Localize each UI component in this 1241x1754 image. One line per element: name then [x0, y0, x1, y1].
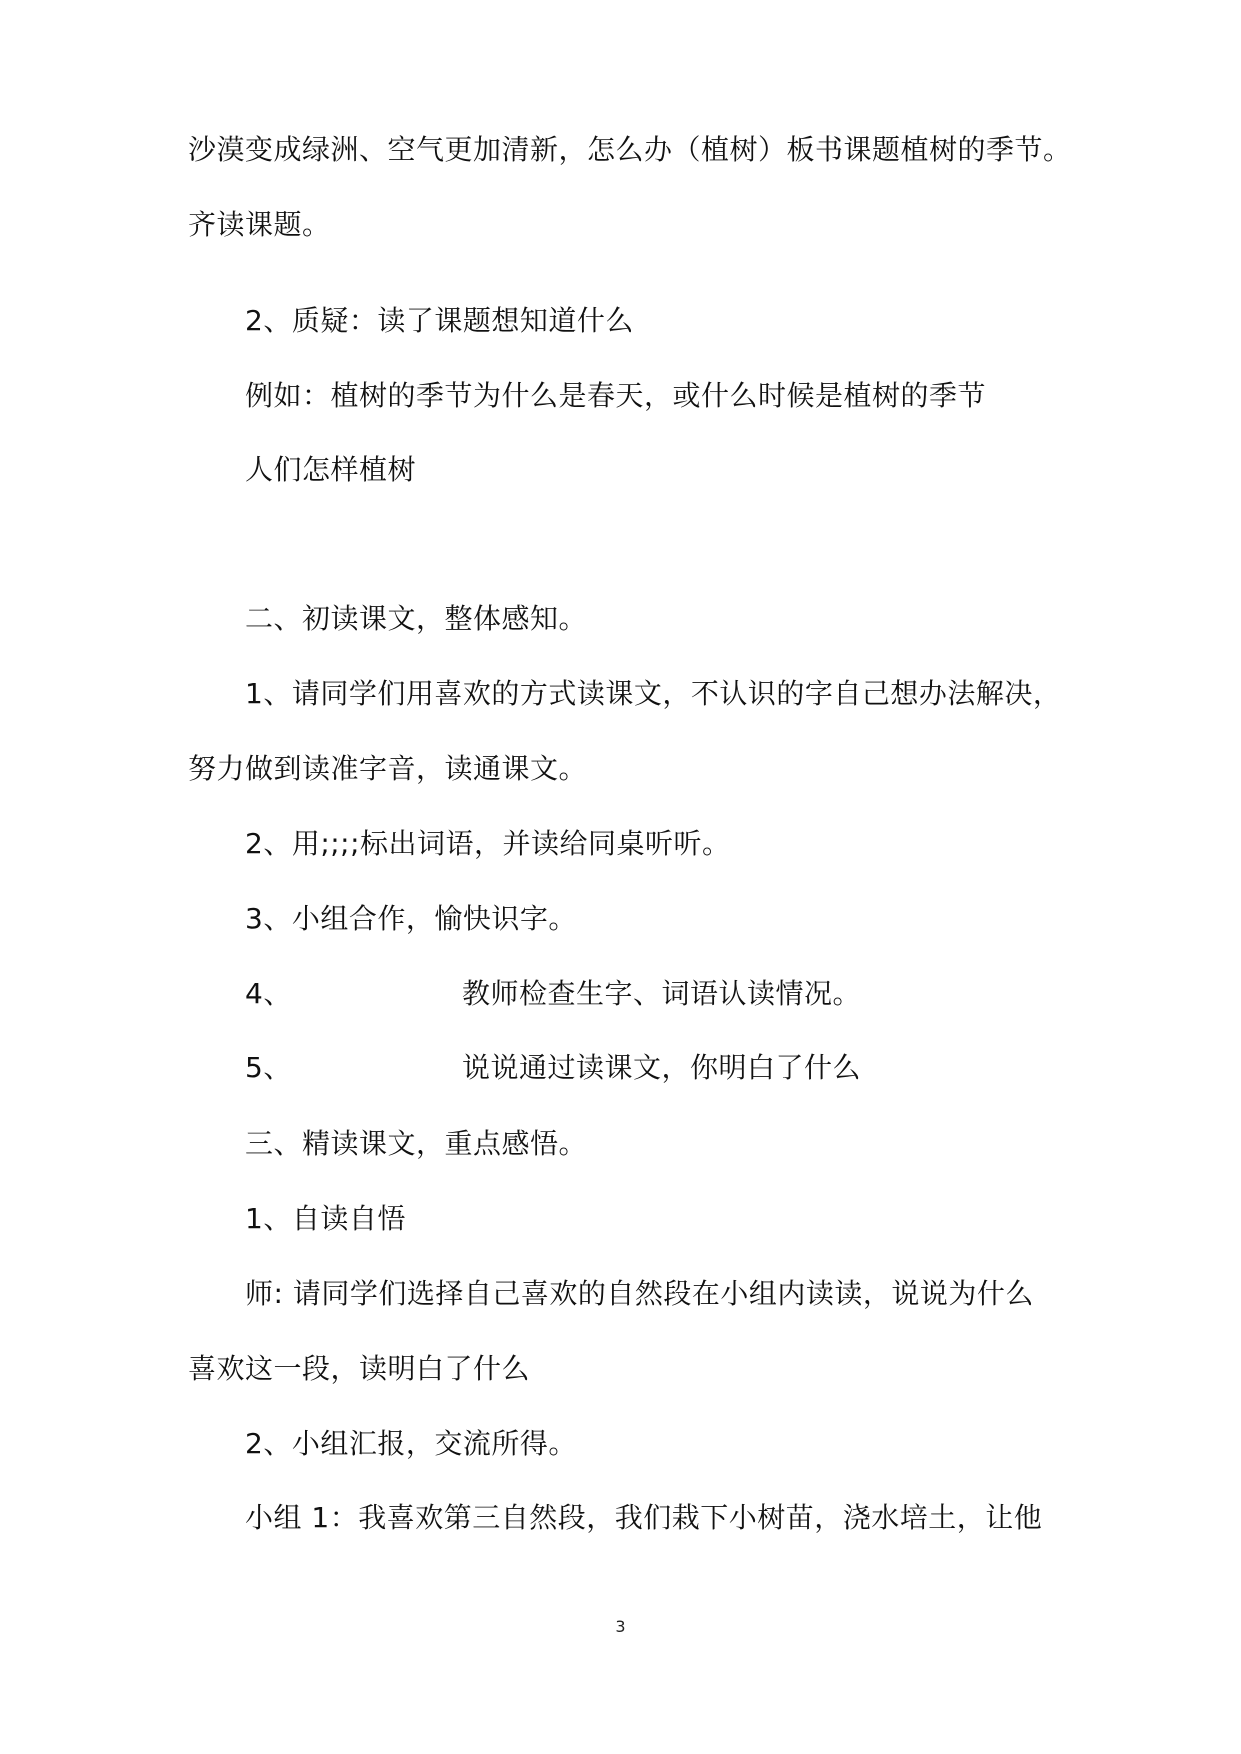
- text-line: 沙漠变成绿洲、空气更加清新，怎么办（植树）板书课题植树的季节。: [188, 133, 1072, 166]
- text-line: 1、请同学们用喜欢的方式读课文，不认识的字自己想办法解决，: [245, 677, 1062, 710]
- list-number: 4、: [245, 977, 292, 1010]
- list-number: 5、: [245, 1051, 292, 1084]
- text-line: 例如：植树的季节为什么是春天，或什么时候是植树的季节: [245, 379, 987, 412]
- text-line: 人们怎样植树: [245, 453, 417, 486]
- text-line: 努力做到读准字音，读通课文。: [188, 752, 588, 785]
- text-line: 3、小组合作，愉快识字。: [245, 902, 577, 935]
- text-line: 师: 请同学们选择自己喜欢的自然段在小组内读读，说说为什么: [245, 1277, 1034, 1310]
- section-heading: 三、精读课文，重点感悟。: [245, 1127, 588, 1160]
- text-line: 喜欢这一段，读明白了什么: [188, 1352, 531, 1385]
- text-line: 2、用;;;;标出词语，并读给同桌听听。: [245, 827, 731, 860]
- text-line: 小组 1：我喜欢第三自然段，我们栽下小树苗，浇水培土，让他: [245, 1501, 1043, 1534]
- text-line: 说说通过读课文，你明白了什么: [462, 1051, 862, 1084]
- text-line: 1、自读自悟: [245, 1202, 406, 1235]
- page-number: 3: [615, 1617, 626, 1636]
- text-line: 2、质疑：读了课题想知道什么: [245, 304, 634, 337]
- text-line: 教师检查生字、词语认读情况。: [462, 977, 862, 1010]
- text-line: 齐读课题。: [188, 208, 331, 241]
- text-line: 2、小组汇报，交流所得。: [245, 1427, 577, 1460]
- section-heading: 二、初读课文，整体感知。: [245, 602, 588, 635]
